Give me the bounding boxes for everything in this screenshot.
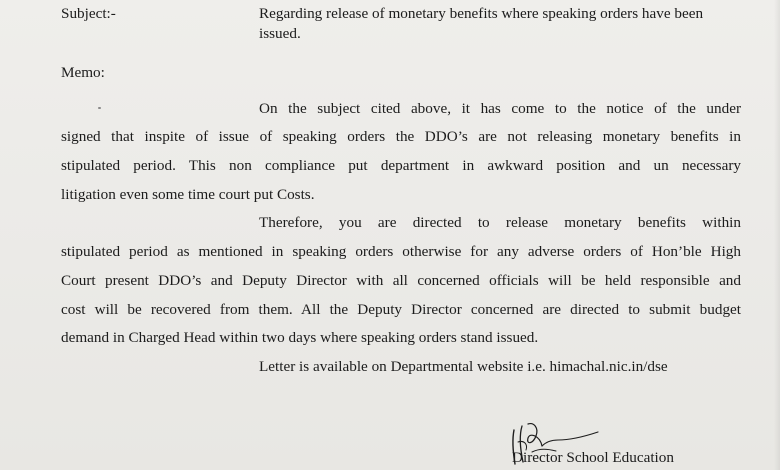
memo-label: Memo: xyxy=(61,64,105,81)
scan-speck xyxy=(98,107,101,109)
paragraph1-line-3: stipulated period. This non compliance put department in awkward position and un necessary xyxy=(61,157,741,174)
paragraph2-line-3: Court present DDO’s and Deputy Director with all concerned officials will be held responsible and xyxy=(61,272,741,289)
signatory-title: Director School Education xyxy=(512,449,674,466)
subject-text: Regarding release of monetary benefits where speaking orders have been issued. xyxy=(259,5,704,42)
paragraph2-line-4: cost will be recovered from them. All the Deputy Director concerned are directed to submit budget xyxy=(61,301,741,318)
paragraph2-line-1: Therefore, you are directed to release monetary benefits within xyxy=(259,214,741,231)
website-note: Letter is available on Departmental website i.e. himachal.nic.in/dse xyxy=(259,358,668,375)
paragraph1-line-1: On the subject cited above, it has come to the notice of the under xyxy=(259,100,741,117)
paragraph2-line-5: demand in Charged Head within two days where speaking orders stand issued. xyxy=(61,329,539,346)
subject-label: Subject:- xyxy=(61,5,116,22)
page-edge-shadow xyxy=(774,0,780,470)
paragraph1-line-2: signed that inspite of issue of speaking orders the DDO’s are not releasing monetary benefits in xyxy=(61,128,741,145)
paragraph1-line-4: litigation even some time court put Costs. xyxy=(61,186,315,203)
paragraph2-line-2: stipulated period as mentioned in speaking orders otherwise for any adverse orders of Hon’ble High xyxy=(61,243,741,260)
